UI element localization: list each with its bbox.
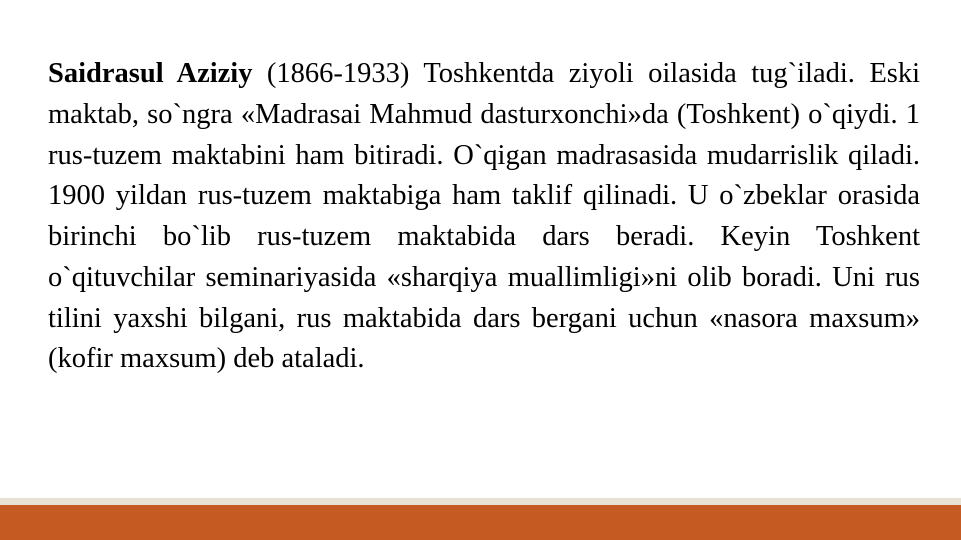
footer-decoration <box>0 498 961 540</box>
footer-accent-bar <box>0 505 961 540</box>
footer-thin-bar <box>0 498 961 505</box>
biography-paragraph <box>48 54 920 380</box>
biography-body: (1866-1933) Toshkentda ziyoli oilasida tug`iladi. Eski maktab, so`ngra «Madrasai Mahmud dasturxonchi»da (Toshkent) o`qiydi. 1 rus-tuzem maktabini ham bitiradi. O`qigan madrasasida mudarrislik qiladi. 1900 yildan rus-tuzem maktabiga ham taklif qilinadi. U o`zbeklar orasida birinchi bo`lib rus-tuzem maktabida dars beradi. Keyin Toshkent o`qituvchilar seminariyasida «sharqiya muallimligi»ni olib boradi. Uni rus tilini yaxshi bilgani, rus maktabida dars bergani uchun «nasora maxsum» (kofir maxsum) deb ataladi. <box>48 58 921 375</box>
subject-name: Saidrasul Aziziy <box>48 58 253 89</box>
content-text-block <box>48 54 920 380</box>
